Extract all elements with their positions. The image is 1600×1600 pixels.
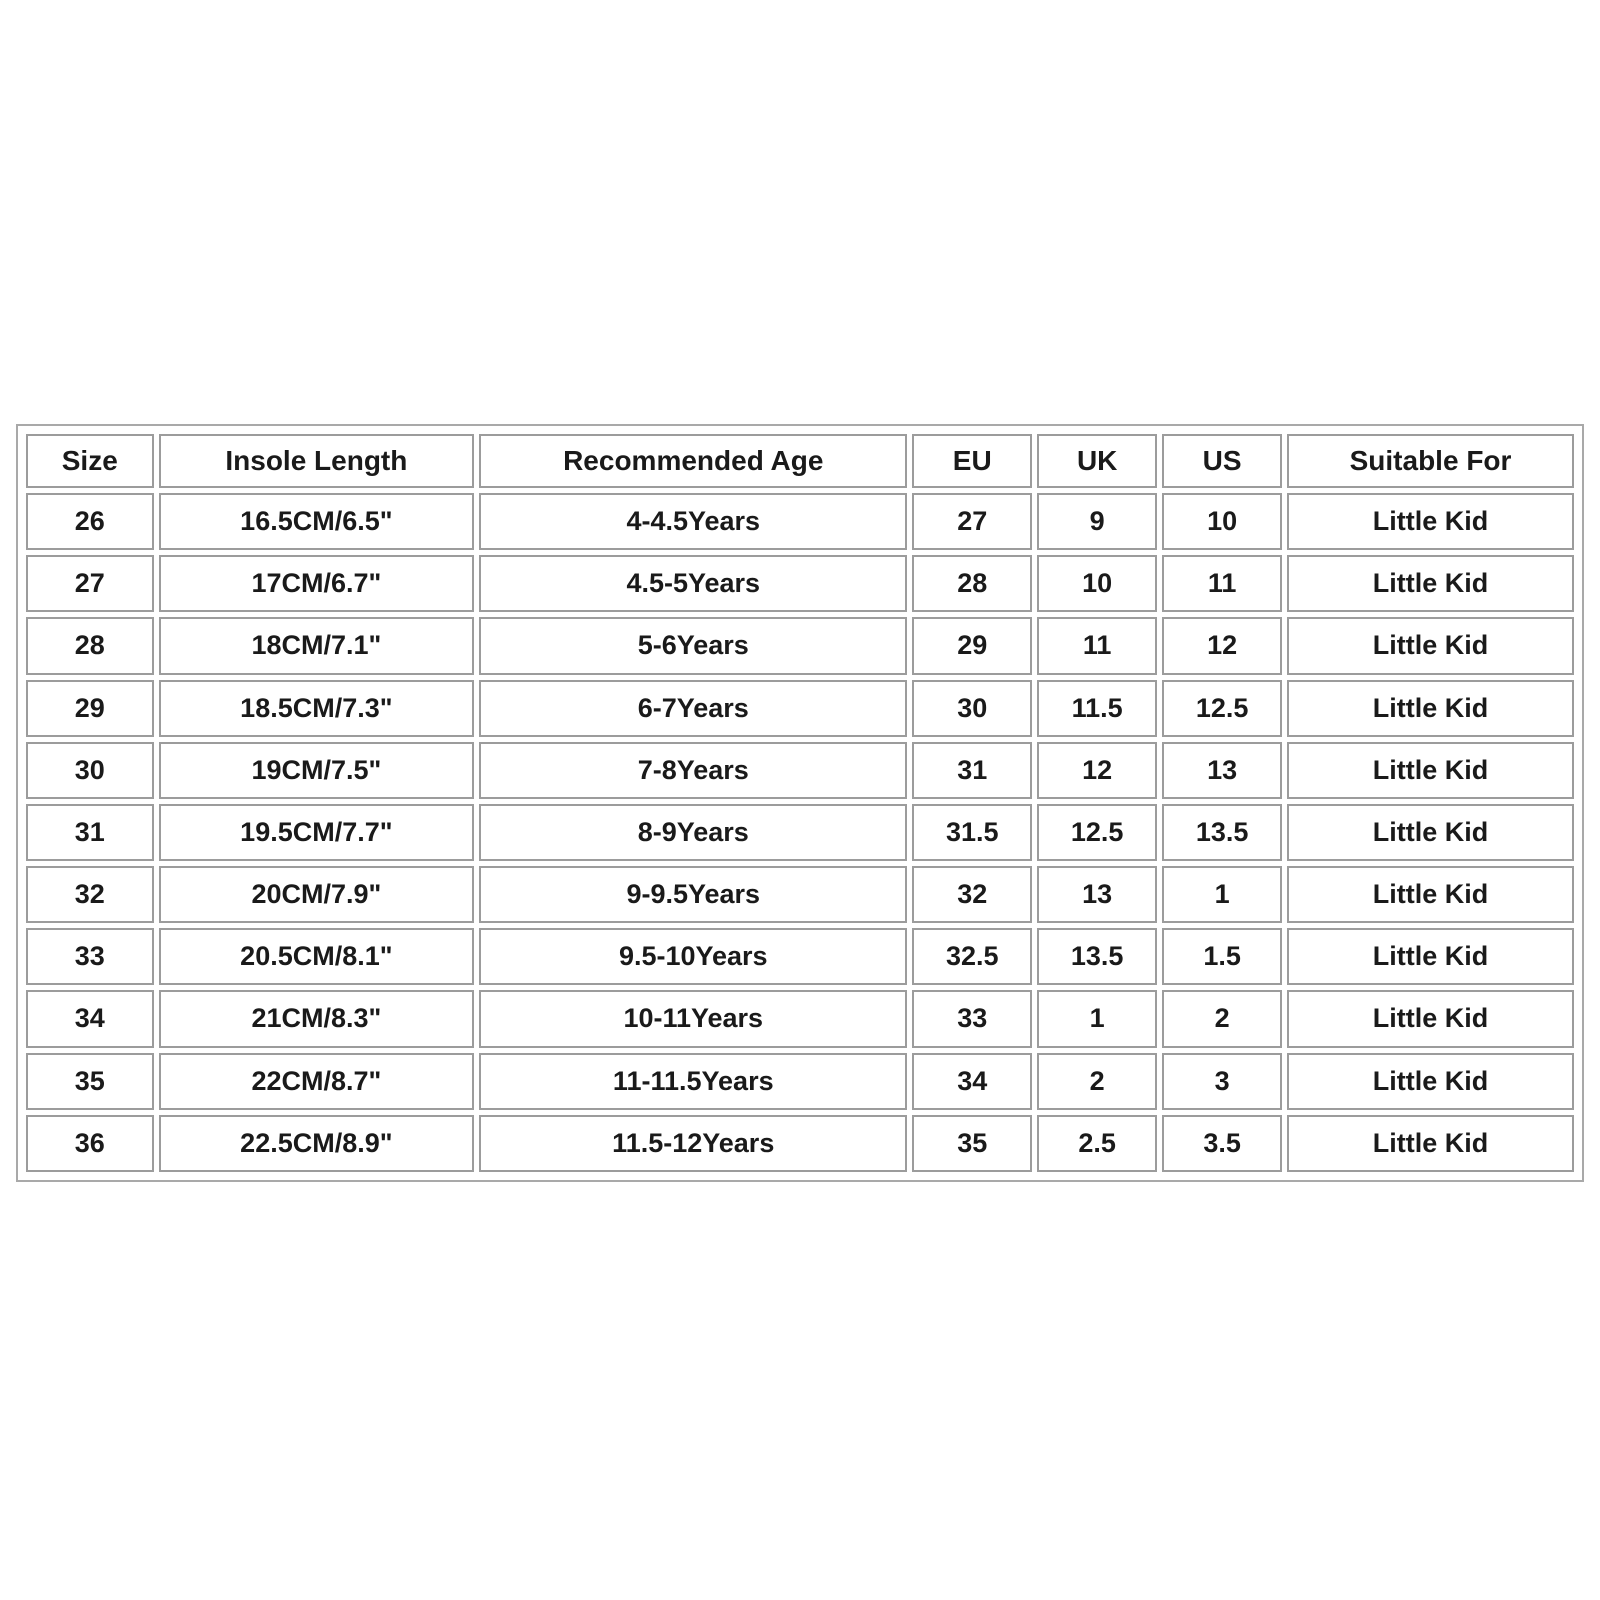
- cell-size: 35: [26, 1053, 154, 1110]
- table-row: [26, 866, 1574, 923]
- cell-size: 28: [26, 617, 154, 674]
- cell-suitable-for: Little Kid: [1287, 617, 1574, 674]
- cell-size: 32: [26, 866, 154, 923]
- cell-uk: 13.5: [1037, 928, 1157, 985]
- cell-eu: 32: [912, 866, 1032, 923]
- cell-eu: 29: [912, 617, 1032, 674]
- cell-suitable-for: Little Kid: [1287, 1115, 1574, 1172]
- cell-uk: 1: [1037, 990, 1157, 1047]
- cell-recommended-age: 6-7Years: [479, 680, 907, 737]
- cell-uk: 12: [1037, 742, 1157, 799]
- cell-suitable-for: Little Kid: [1287, 928, 1574, 985]
- header-recommended-age: Recommended Age: [479, 434, 907, 488]
- cell-suitable-for: Little Kid: [1287, 1053, 1574, 1110]
- cell-recommended-age: 7-8Years: [479, 742, 907, 799]
- cell-insole-length: 18CM/7.1": [159, 617, 475, 674]
- cell-recommended-age: 11-11.5Years: [479, 1053, 907, 1110]
- cell-us: 13.5: [1162, 804, 1282, 861]
- cell-recommended-age: 4-4.5Years: [479, 493, 907, 550]
- cell-us: 3.5: [1162, 1115, 1282, 1172]
- cell-suitable-for: Little Kid: [1287, 555, 1574, 612]
- table-row: [26, 680, 1574, 737]
- cell-eu: 30: [912, 680, 1032, 737]
- size-table: [21, 429, 1579, 1177]
- cell-insole-length: 17CM/6.7": [159, 555, 475, 612]
- cell-uk: 12.5: [1037, 804, 1157, 861]
- cell-eu: 27: [912, 493, 1032, 550]
- cell-recommended-age: 9.5-10Years: [479, 928, 907, 985]
- cell-us: 2: [1162, 990, 1282, 1047]
- cell-uk: 2: [1037, 1053, 1157, 1110]
- cell-uk: 13: [1037, 866, 1157, 923]
- cell-size: 27: [26, 555, 154, 612]
- cell-us: 11: [1162, 555, 1282, 612]
- cell-suitable-for: Little Kid: [1287, 680, 1574, 737]
- cell-us: 12.5: [1162, 680, 1282, 737]
- cell-suitable-for: Little Kid: [1287, 742, 1574, 799]
- cell-size: 30: [26, 742, 154, 799]
- header-us: US: [1162, 434, 1282, 488]
- size-chart: [16, 424, 1584, 1182]
- cell-recommended-age: 10-11Years: [479, 990, 907, 1047]
- cell-recommended-age: 4.5-5Years: [479, 555, 907, 612]
- cell-insole-length: 20.5CM/8.1": [159, 928, 475, 985]
- cell-eu: 34: [912, 1053, 1032, 1110]
- cell-size: 33: [26, 928, 154, 985]
- cell-us: 1.5: [1162, 928, 1282, 985]
- cell-eu: 31: [912, 742, 1032, 799]
- table-row: [26, 1053, 1574, 1110]
- cell-eu: 35: [912, 1115, 1032, 1172]
- cell-uk: 11.5: [1037, 680, 1157, 737]
- cell-uk: 11: [1037, 617, 1157, 674]
- cell-size: 36: [26, 1115, 154, 1172]
- table-row: [26, 555, 1574, 612]
- cell-insole-length: 22CM/8.7": [159, 1053, 475, 1110]
- header-size: Size: [26, 434, 154, 488]
- cell-us: 12: [1162, 617, 1282, 674]
- cell-size: 31: [26, 804, 154, 861]
- cell-suitable-for: Little Kid: [1287, 804, 1574, 861]
- cell-insole-length: 19CM/7.5": [159, 742, 475, 799]
- table-row: [26, 742, 1574, 799]
- cell-size: 26: [26, 493, 154, 550]
- cell-suitable-for: Little Kid: [1287, 493, 1574, 550]
- cell-us: 3: [1162, 1053, 1282, 1110]
- table-row: [26, 804, 1574, 861]
- header-insole-length: Insole Length: [159, 434, 475, 488]
- cell-recommended-age: 11.5-12Years: [479, 1115, 907, 1172]
- cell-uk: 10: [1037, 555, 1157, 612]
- cell-size: 34: [26, 990, 154, 1047]
- cell-recommended-age: 8-9Years: [479, 804, 907, 861]
- cell-uk: 9: [1037, 493, 1157, 550]
- header-eu: EU: [912, 434, 1032, 488]
- cell-insole-length: 16.5CM/6.5": [159, 493, 475, 550]
- cell-suitable-for: Little Kid: [1287, 866, 1574, 923]
- cell-eu: 32.5: [912, 928, 1032, 985]
- table-row: [26, 928, 1574, 985]
- table-row: [26, 990, 1574, 1047]
- cell-insole-length: 22.5CM/8.9": [159, 1115, 475, 1172]
- cell-eu: 31.5: [912, 804, 1032, 861]
- header-suitable-for: Suitable For: [1287, 434, 1574, 488]
- table-row: [26, 617, 1574, 674]
- header-uk: UK: [1037, 434, 1157, 488]
- cell-us: 13: [1162, 742, 1282, 799]
- cell-insole-length: 21CM/8.3": [159, 990, 475, 1047]
- header-row: [26, 434, 1574, 488]
- table-row: [26, 1115, 1574, 1172]
- cell-uk: 2.5: [1037, 1115, 1157, 1172]
- cell-eu: 33: [912, 990, 1032, 1047]
- cell-suitable-for: Little Kid: [1287, 990, 1574, 1047]
- cell-recommended-age: 9-9.5Years: [479, 866, 907, 923]
- table-row: [26, 493, 1574, 550]
- cell-insole-length: 19.5CM/7.7": [159, 804, 475, 861]
- cell-recommended-age: 5-6Years: [479, 617, 907, 674]
- cell-insole-length: 20CM/7.9": [159, 866, 475, 923]
- cell-eu: 28: [912, 555, 1032, 612]
- cell-size: 29: [26, 680, 154, 737]
- cell-us: 1: [1162, 866, 1282, 923]
- cell-us: 10: [1162, 493, 1282, 550]
- cell-insole-length: 18.5CM/7.3": [159, 680, 475, 737]
